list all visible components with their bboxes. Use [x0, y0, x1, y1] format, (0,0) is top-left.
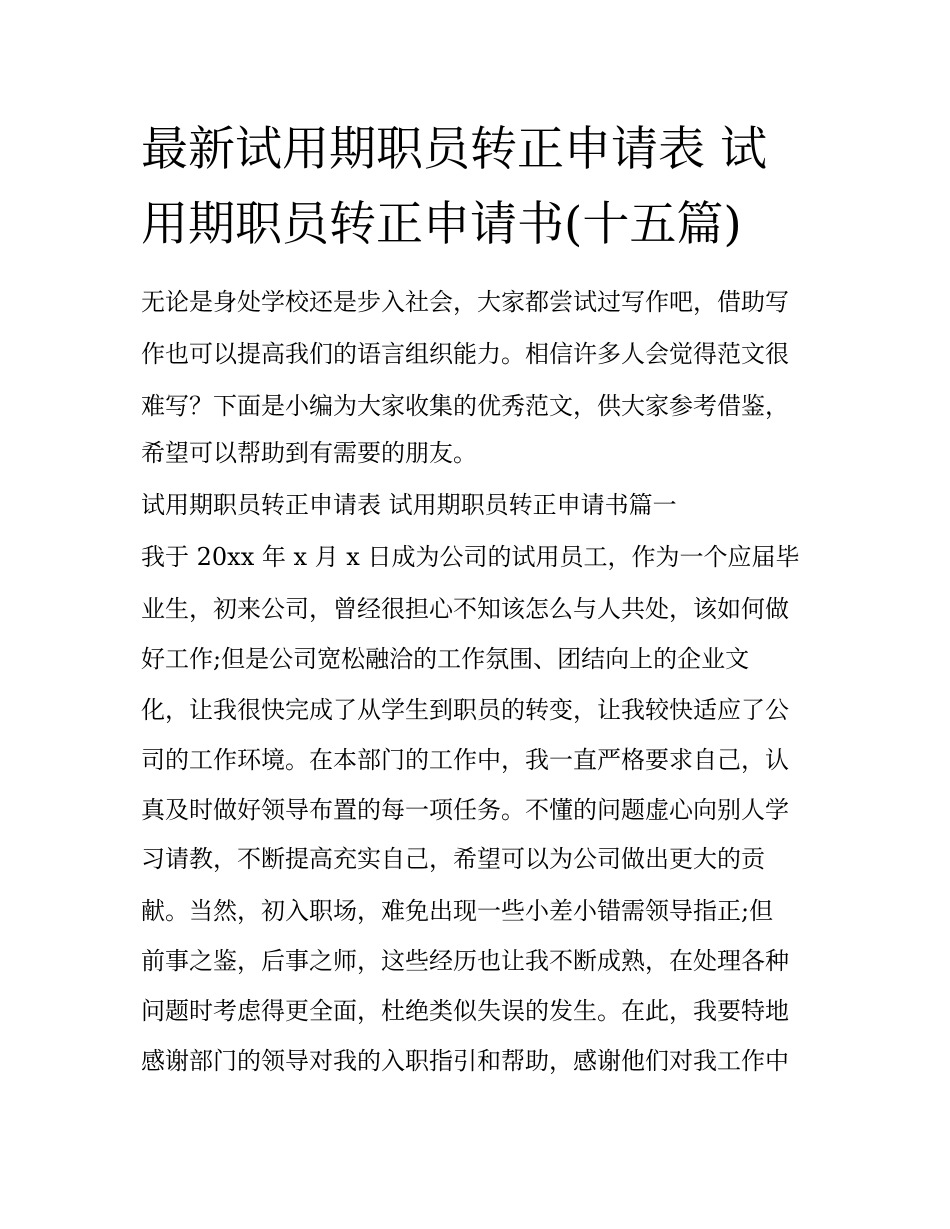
- intro-line: 无论是身处学校还是步入社会，大家都尝试过写作吧，借助写: [141, 288, 789, 316]
- body-line: 司的工作环境。在本部门的工作中，我一直严格要求自己，认: [141, 746, 789, 774]
- intro-line: 作也可以提高我们的语言组织能力。相信许多人会觉得范文很: [141, 340, 789, 368]
- body-line: 真及时做好领导布置的每一项任务。不懂的问题虚心向别人学: [141, 796, 789, 824]
- body-line: 前事之鉴，后事之师，这些经历也让我不断成熟，在处理各种: [141, 947, 789, 975]
- intro-line: 难写？下面是小编为大家收集的优秀范文，供大家参考借鉴，: [141, 392, 789, 420]
- document-title: [141, 112, 821, 262]
- body-line: 献。当然，初入职场，难免出现一些小差小错需领导指正;但: [141, 897, 774, 925]
- body-line: 问题时考虑得更全面，杜绝类似失误的发生。在此，我要特地: [141, 997, 789, 1025]
- body-line: 化，让我很快完成了从学生到职员的转变，让我较快适应了公: [141, 696, 789, 724]
- body-line: 业生，初来公司，曾经很担心不知该怎么与人共处，该如何做: [141, 595, 789, 623]
- intro-line: 希望可以帮助到有需要的朋友。: [141, 439, 477, 467]
- body-line: 好工作;但是公司宽松融洽的工作氛围、团结向上的企业文: [141, 645, 750, 673]
- body-line: 我于 20xx 年 x 月 x 日成为公司的试用员工，作为一个应届毕: [141, 543, 800, 571]
- body-line: 习请教，不断提高充实自己，希望可以为公司做出更大的贡: [141, 845, 765, 873]
- section-heading: 试用期职员转正申请表 试用期职员转正申请书篇一: [141, 491, 677, 519]
- body-line: 感谢部门的领导对我的入职指引和帮助，感谢他们对我工作中: [141, 1047, 789, 1075]
- title-line: 用期职员转正申请书(十五篇): [141, 197, 742, 252]
- title-line: 最新试用期职员转正申请表 试: [141, 122, 767, 177]
